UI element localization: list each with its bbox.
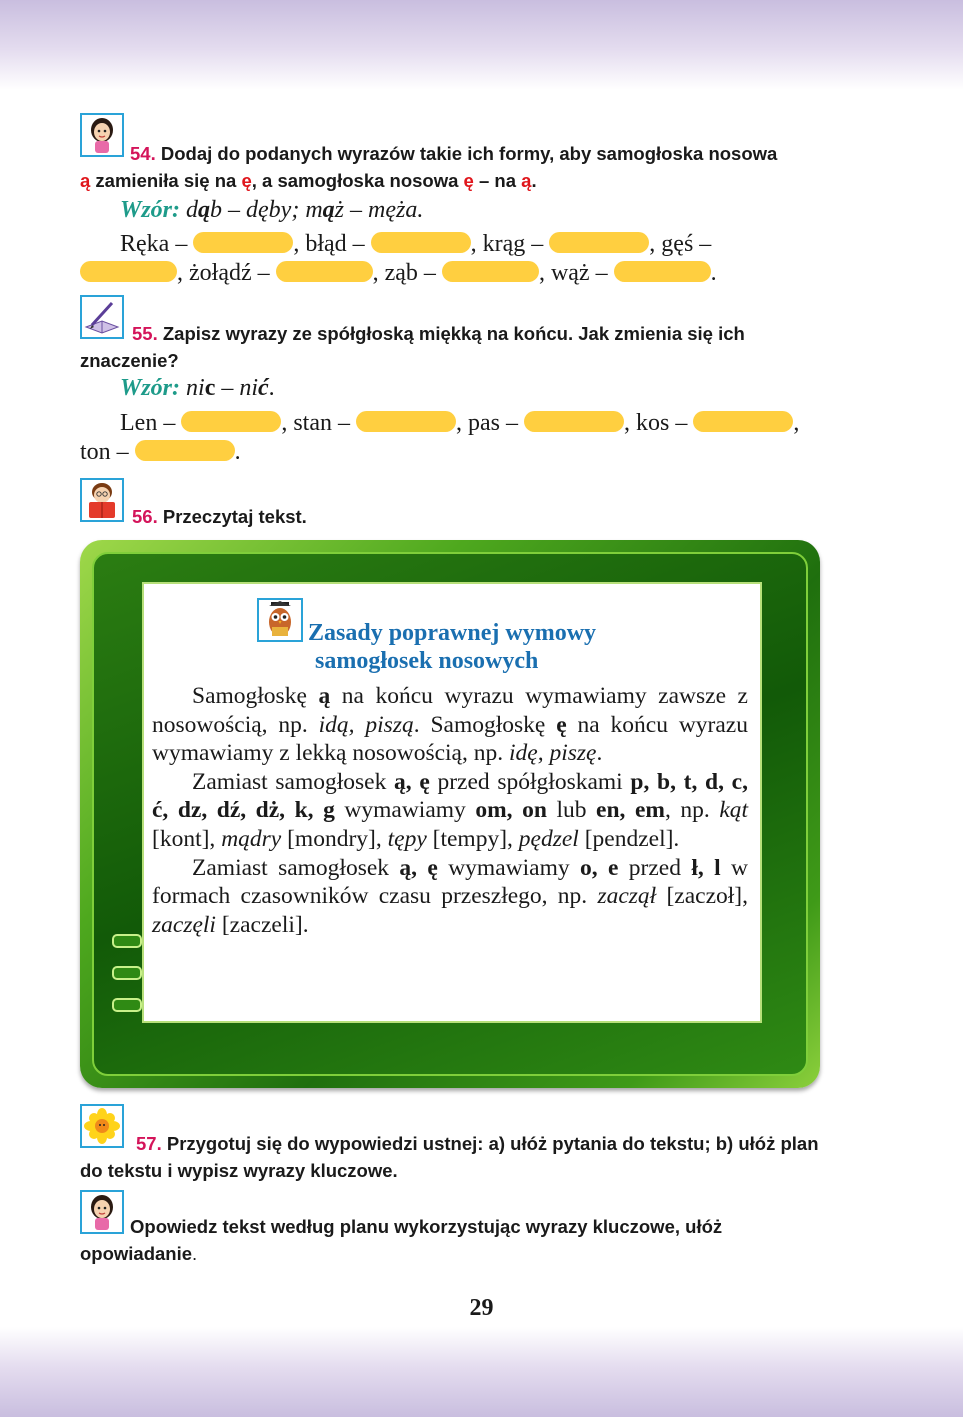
exercise-57-instruction: 57. Przygotuj się do wypowiedzi ustnej: a) ułóż pytania do tekstu; b) ułóż plan do tekstu i wypisz wyrazy kluczowe. [80, 1133, 819, 1181]
exercise-55-example: Wzór: nic – nić. [120, 375, 275, 401]
exercise-55-row-2: ton – . [80, 439, 241, 465]
exercise-55-number: 55. [132, 323, 158, 344]
answer-blank[interactable] [80, 261, 177, 282]
answer-blank[interactable] [276, 261, 373, 282]
board-button [112, 966, 142, 980]
answer-blank[interactable] [356, 411, 456, 432]
board-button [112, 934, 142, 948]
answer-blank[interactable] [524, 411, 624, 432]
answer-blank[interactable] [193, 232, 293, 253]
exercise-54-row-2: , żołądź – , ząb – , wąż – . [80, 259, 717, 288]
exercise-54-instruction: 54. Dodaj do podanych wyrazów takie ich formy, aby samogłoska nosowa ą zamieniła się na ę, a samogłoska nosowa ę – na ą. [80, 143, 778, 191]
answer-blank[interactable] [442, 261, 539, 282]
exercise-57-number: 57. [136, 1133, 162, 1154]
answer-blank[interactable] [181, 411, 281, 432]
exercise-55-instruction: 55. Zapisz wyrazy ze spółgłoską miękką na końcu. Jak zmienia się ich znaczenie? [80, 323, 745, 371]
answer-blank[interactable] [549, 232, 649, 253]
exercise-54-number: 54. [130, 143, 156, 164]
rules-heading-line-1: Zasady poprawnej wymowy [308, 620, 597, 646]
answer-blank[interactable] [135, 440, 235, 461]
rules-text [152, 682, 748, 939]
exercise-55-row-1: Len – , stan – , pas – , kos – , [120, 410, 800, 436]
rules-paragraph-2: Zamiast samogłosek ą, ę przed spółgłoskami p, b, t, d, c, ć, dz, dź, dż, k, g wymawiamy om, on lub en, em, np. kąt [kont], mądry [mondry], tępy [tempy], pędzel [pendzel]. [152, 768, 749, 852]
answer-blank[interactable] [614, 261, 711, 282]
rules-paragraph-1: Samogłoskę ą na końcu wyrazu wymawiamy zawsze z nosowością, np. idą, piszą. Samogłoskę ę na końcu wyrazu wymawiamy z lekką nosowością, np. idę, piszę. [152, 683, 748, 767]
top-gradient-band [0, 0, 963, 90]
owl-professor-icon [257, 598, 303, 642]
answer-blank[interactable] [371, 232, 471, 253]
rules-paragraph-3: Zamiast samogłosek ą, ę wymawiamy o, e przed ł, l w formach czasowników czasu przeszłego, np. zaczął [zaczoł], zaczęli [zaczeli]. [152, 854, 749, 938]
exercise-54-row-1: Ręka – , błąd – , krąg – , gęś – [120, 231, 712, 257]
exercise-retelling-instruction: Opowiedz tekst według planu wykorzystując wyrazy kluczowe, ułóż opowiadanie. [80, 1216, 723, 1264]
exercise-54-example: Wzór: dąb – dęby; mąż – męża. [120, 197, 424, 223]
answer-blank[interactable] [693, 411, 793, 432]
exercise-56-instruction: 56. Przeczytaj tekst. [132, 506, 307, 527]
board-button [112, 998, 142, 1012]
bottom-gradient-band [0, 1327, 963, 1417]
page-number: 29 [469, 1295, 494, 1321]
exercise-56-number: 56. [132, 506, 158, 527]
rules-heading-line-2: samogłosek nosowych [315, 648, 539, 674]
